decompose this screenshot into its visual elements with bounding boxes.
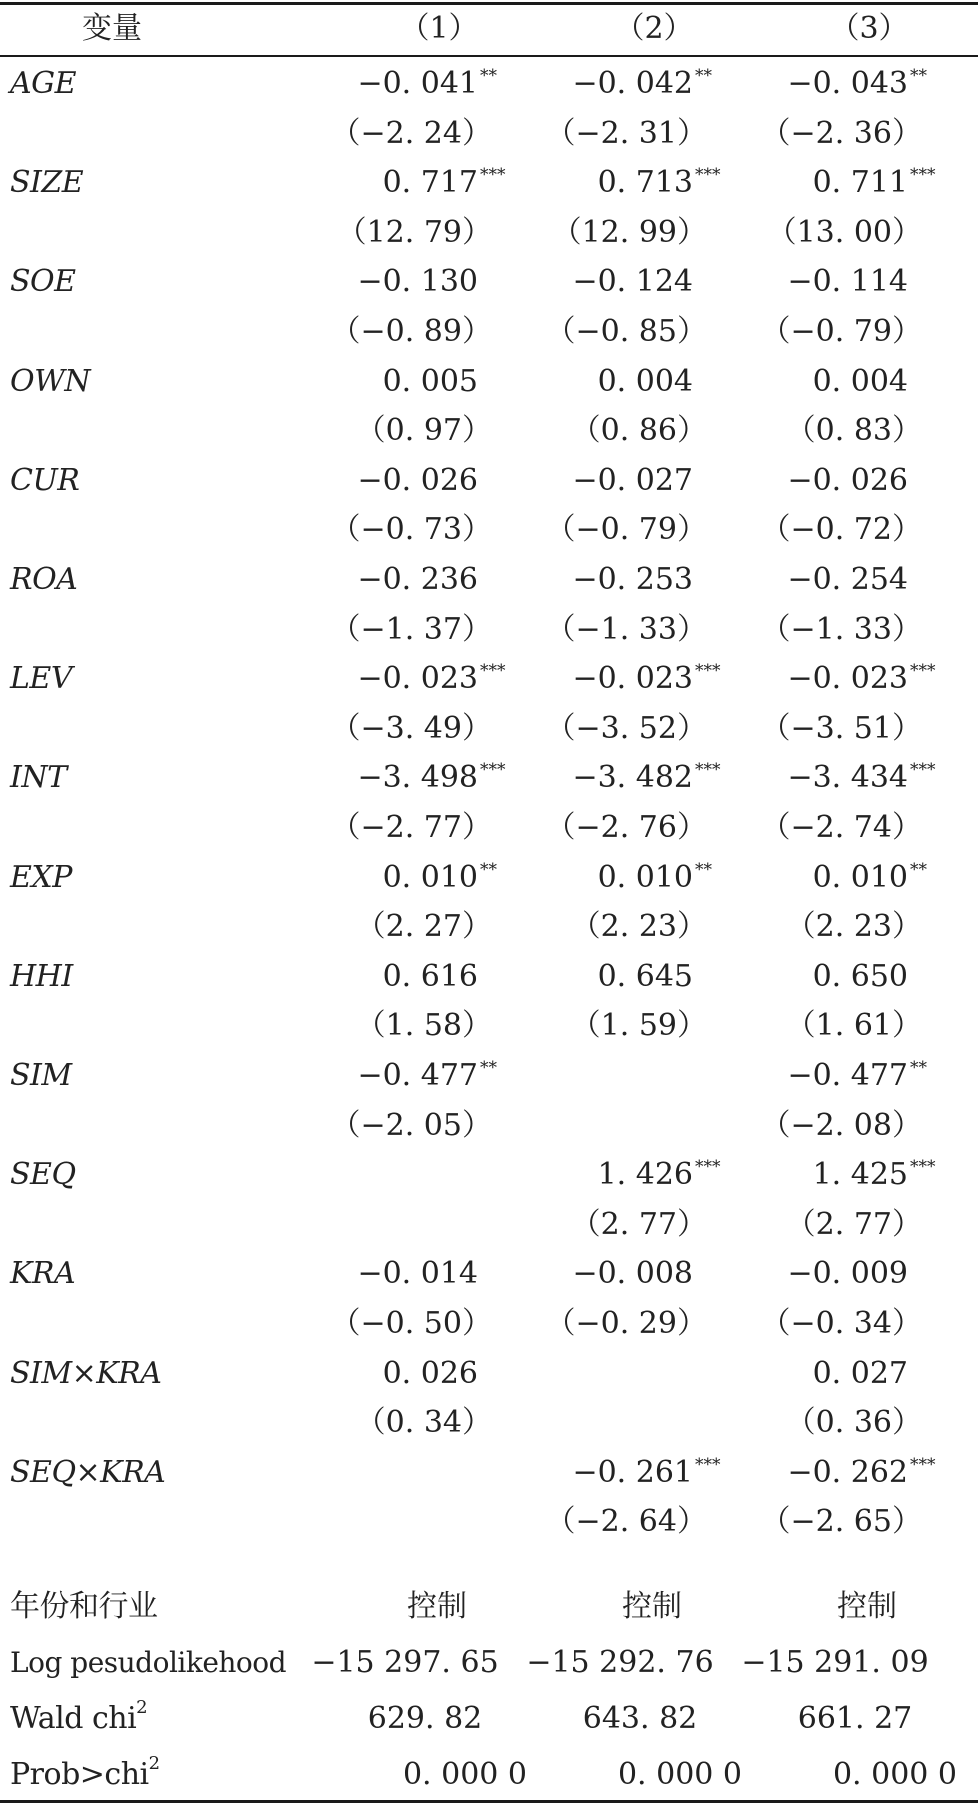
t-statistic: [292, 1497, 492, 1547]
coefficient-value: −3. 482: [572, 760, 693, 795]
coefficient-value: −0. 477: [357, 1058, 478, 1093]
significance-stars: **: [480, 66, 497, 86]
coefficient-value: [278, 1448, 478, 1498]
coefficient-value: −0. 027: [572, 463, 693, 498]
t-statistic: （−2. 77）: [330, 810, 492, 845]
footer-row-log-likelihood: [0, 1638, 978, 1688]
coef-cell: [708, 1249, 968, 1299]
coefficient-value: −0. 043: [787, 66, 908, 101]
footer-label: Log pesudolikehood: [10, 1646, 287, 1679]
t-statistic: （−2. 31）: [545, 116, 707, 151]
coef-row-age: [0, 59, 978, 109]
coefficient-value: 0. 010: [812, 860, 908, 895]
variable-name: SIZE: [10, 165, 84, 200]
significance-stars: **: [695, 66, 712, 86]
header-variable-label: 变量: [82, 11, 142, 46]
footer-value: 控制: [407, 1589, 467, 1624]
footer-value: 0. 000 0: [402, 1757, 528, 1792]
significance-stars: ***: [910, 1455, 936, 1475]
footer-row-year-industry: [0, 1582, 978, 1632]
t-statistic: （12. 79）: [336, 215, 492, 250]
footer-value: −15 292. 76: [526, 1645, 714, 1680]
coefficient-value: 0. 010: [382, 860, 478, 895]
coef-row-int: [0, 753, 978, 803]
coefficient-value: −0. 041: [357, 66, 478, 101]
t-statistic: （−0. 72）: [760, 512, 922, 547]
variable-name: EXP: [10, 860, 72, 895]
coefficient-value: −0. 042: [572, 66, 693, 101]
t-stat-row-seq-x-kra: [0, 1497, 978, 1547]
footer-label-wrap: [10, 1750, 160, 1800]
coef-row-cur: [0, 456, 978, 506]
coef-cell: [708, 59, 968, 109]
coef-row-sim: [0, 1051, 978, 1101]
t-statistic: （−3. 51）: [760, 711, 922, 746]
t-statistic: （−0. 73）: [330, 512, 492, 547]
t-statistic: （−0. 89）: [330, 314, 492, 349]
coefficient-value: 0. 645: [597, 959, 693, 994]
significance-stars: **: [910, 1058, 927, 1078]
significance-stars: ***: [910, 661, 936, 681]
variable-name: INT: [10, 760, 67, 795]
footer-value: 629. 82: [367, 1701, 483, 1736]
coefficient-value: −0. 023: [787, 661, 908, 696]
header-column-2: （2）: [614, 11, 694, 46]
t-statistic: （0. 97）: [355, 413, 492, 448]
t-stat-row-cur: [0, 505, 978, 555]
coefficient-value: [493, 1349, 693, 1399]
t-statistic: （−2. 76）: [545, 810, 707, 845]
variable-name: OWN: [10, 364, 91, 399]
t-stat-row-int: [0, 803, 978, 853]
bottom-rule: [0, 1800, 978, 1803]
t-statistic: （1. 58）: [355, 1008, 492, 1043]
variable-name: AGE: [10, 66, 77, 101]
t-stat-row-hhi: [0, 1001, 978, 1051]
significance-stars: ***: [910, 165, 936, 185]
coef-cell: [708, 357, 968, 407]
coef-cell: [708, 158, 968, 208]
footer-row-prob: [0, 1750, 978, 1800]
coef-row-seq: [0, 1150, 978, 1200]
coef-cell: [708, 1051, 968, 1101]
t-statistic: （−2. 74）: [760, 810, 922, 845]
t-statistic: （−2. 64）: [545, 1504, 707, 1539]
significance-stars: ***: [910, 760, 936, 780]
coefficient-value: 0. 711: [812, 165, 908, 200]
coef-row-sim-x-kra: [0, 1349, 978, 1399]
coef-row-lev: [0, 654, 978, 704]
significance-stars: **: [480, 1058, 497, 1078]
variable-name: SIM×KRA: [10, 1356, 162, 1391]
significance-stars: ***: [695, 165, 721, 185]
t-statistic: （−0. 34）: [760, 1306, 922, 1341]
t-statistic: （−2. 05）: [330, 1108, 492, 1143]
t-statistic: （0. 34）: [355, 1405, 492, 1440]
t-statistic: （−2. 24）: [330, 116, 492, 151]
coefficient-value: −0. 130: [357, 264, 478, 299]
coefficient-value: 0. 717: [382, 165, 478, 200]
variable-name: HHI: [10, 959, 73, 994]
coefficient-value: 1. 426: [597, 1157, 693, 1192]
significance-stars: ***: [480, 760, 506, 780]
footer-value: 661. 27: [797, 1701, 913, 1736]
coef-row-seq-x-kra: [0, 1448, 978, 1498]
t-statistic: （−0. 79）: [760, 314, 922, 349]
coefficient-value: −0. 477: [787, 1058, 908, 1093]
coef-cell: [708, 654, 968, 704]
coef-cell: [708, 753, 968, 803]
t-statistic: （−3. 49）: [330, 711, 492, 746]
coef-cell: [708, 1448, 968, 1498]
significance-stars: ***: [695, 661, 721, 681]
coefficient-value: 0. 713: [597, 165, 693, 200]
variable-name: SIM: [10, 1058, 72, 1093]
t-stat-row-own: [0, 406, 978, 456]
coefficient-value: 1. 425: [812, 1157, 908, 1192]
t-statistic: （2. 23）: [570, 909, 707, 944]
coefficient-value: −3. 434: [787, 760, 908, 795]
t-statistic: （−0. 29）: [545, 1306, 707, 1341]
header-column-3: （3）: [829, 11, 909, 46]
variable-name: SEQ: [10, 1157, 76, 1192]
t-statistic: （−0. 50）: [330, 1306, 492, 1341]
t-statistic: （0. 86）: [570, 413, 707, 448]
coefficient-value: −0. 254: [787, 562, 908, 597]
t-statistic: （−3. 52）: [545, 711, 707, 746]
footer-label: Wald chi: [10, 1701, 137, 1736]
t-stat-row-sim-x-kra: [0, 1398, 978, 1448]
t-statistic: （−1. 33）: [545, 612, 707, 647]
coefficient-value: −0. 023: [357, 661, 478, 696]
t-stat-row-lev: [0, 704, 978, 754]
coef-cell: [708, 1349, 968, 1399]
header-column-1: （1）: [399, 11, 479, 46]
coefficient-value: −0. 253: [572, 562, 693, 597]
t-stat-row-sim: [0, 1101, 978, 1151]
t-statistic: （−2. 36）: [760, 116, 922, 151]
t-stat-row-soe: [0, 307, 978, 357]
significance-stars: **: [910, 66, 927, 86]
coefficient-value: −0. 008: [572, 1256, 693, 1291]
t-statistic: （2. 77）: [570, 1207, 707, 1242]
significance-stars: ***: [480, 165, 506, 185]
coefficient-value: −0. 009: [787, 1256, 908, 1291]
significance-stars: ***: [695, 1157, 721, 1177]
coef-cell: [708, 555, 968, 605]
footer-label-superscript: 2: [136, 1697, 148, 1718]
coefficient-value: −0. 014: [357, 1256, 478, 1291]
coefficient-value: −0. 236: [357, 562, 478, 597]
coefficient-value: 0. 026: [382, 1356, 478, 1391]
footer-row-wald: [0, 1694, 978, 1744]
header-row: [0, 4, 978, 54]
footer-value: 控制: [837, 1589, 897, 1624]
variable-name: ROA: [10, 562, 78, 597]
coef-cell: [708, 456, 968, 506]
footer-value: 0. 000 0: [617, 1757, 743, 1792]
coefficient-value: [278, 1150, 478, 1200]
footer-value: −15 291. 09: [741, 1645, 929, 1680]
t-statistic: （−1. 37）: [330, 612, 492, 647]
coefficient-value: −0. 262: [787, 1455, 908, 1490]
significance-stars: ***: [695, 1455, 721, 1475]
t-statistic: （−1. 33）: [760, 612, 922, 647]
significance-stars: ***: [695, 760, 721, 780]
t-statistic: （0. 36）: [785, 1405, 922, 1440]
coef-cell: [708, 853, 968, 903]
coefficient-value: −0. 023: [572, 661, 693, 696]
variable-name: SEQ×KRA: [10, 1455, 166, 1490]
t-statistic: （12. 99）: [551, 215, 707, 250]
footer-label-superscript: 2: [148, 1753, 160, 1774]
t-statistic: （1. 59）: [570, 1008, 707, 1043]
coefficient-value: 0. 010: [597, 860, 693, 895]
variable-name: KRA: [10, 1256, 76, 1291]
coef-row-soe: [0, 257, 978, 307]
t-statistic: [507, 1101, 707, 1151]
coef-row-own: [0, 357, 978, 407]
significance-stars: ***: [480, 661, 506, 681]
t-statistic: （−0. 79）: [545, 512, 707, 547]
t-stat-row-roa: [0, 605, 978, 655]
t-statistic: （0. 83）: [785, 413, 922, 448]
coefficient-value: 0. 027: [812, 1356, 908, 1391]
t-statistic: （−0. 85）: [545, 314, 707, 349]
t-stat-row-kra: [0, 1299, 978, 1349]
variable-name: LEV: [10, 661, 72, 696]
significance-stars: **: [480, 860, 497, 880]
t-statistic: （−2. 08）: [760, 1108, 922, 1143]
footer-label-wrap: [10, 1694, 147, 1744]
coefficient-value: 0. 005: [382, 364, 478, 399]
coefficient-value: 0. 650: [812, 959, 908, 994]
footer-label: 年份和行业: [10, 1589, 158, 1624]
coef-cell: [708, 952, 968, 1002]
coefficient-value: [493, 1051, 693, 1101]
significance-stars: **: [695, 860, 712, 880]
t-statistic: （1. 61）: [785, 1008, 922, 1043]
t-statistic: （13. 00）: [766, 215, 922, 250]
footer-label: Prob>chi: [10, 1757, 149, 1792]
coefficient-value: 0. 004: [812, 364, 908, 399]
significance-stars: ***: [910, 1157, 936, 1177]
t-statistic: （−2. 65）: [760, 1504, 922, 1539]
t-statistic: （2. 23）: [785, 909, 922, 944]
coefficient-value: −0. 026: [787, 463, 908, 498]
coefficient-value: −3. 498: [357, 760, 478, 795]
coefficient-value: −0. 026: [357, 463, 478, 498]
coef-cell: [708, 257, 968, 307]
coefficient-value: −0. 261: [572, 1455, 693, 1490]
coef-row-kra: [0, 1249, 978, 1299]
coefficient-value: −0. 114: [787, 264, 908, 299]
t-stat-row-age: [0, 109, 978, 159]
coef-row-exp: [0, 853, 978, 903]
footer-value: 0. 000 0: [832, 1757, 958, 1792]
coef-row-hhi: [0, 952, 978, 1002]
coefficient-value: −0. 124: [572, 264, 693, 299]
significance-stars: **: [910, 860, 927, 880]
footer-value: −15 297. 65: [311, 1645, 499, 1680]
coef-cell: [708, 1150, 968, 1200]
t-stat-row-exp: [0, 902, 978, 952]
coefficient-value: 0. 004: [597, 364, 693, 399]
t-statistic: [507, 1398, 707, 1448]
footer-value: 643. 82: [582, 1701, 698, 1736]
t-statistic: （2. 77）: [785, 1207, 922, 1242]
coef-row-size: [0, 158, 978, 208]
t-stat-row-size: [0, 208, 978, 258]
coef-row-roa: [0, 555, 978, 605]
t-stat-row-seq: [0, 1200, 978, 1250]
t-statistic: （2. 27）: [355, 909, 492, 944]
variable-name: SOE: [10, 264, 76, 299]
variable-name: CUR: [10, 463, 80, 498]
header-rule: [0, 55, 978, 57]
t-statistic: [292, 1200, 492, 1250]
coefficient-value: 0. 616: [382, 959, 478, 994]
footer-value: 控制: [622, 1589, 682, 1624]
